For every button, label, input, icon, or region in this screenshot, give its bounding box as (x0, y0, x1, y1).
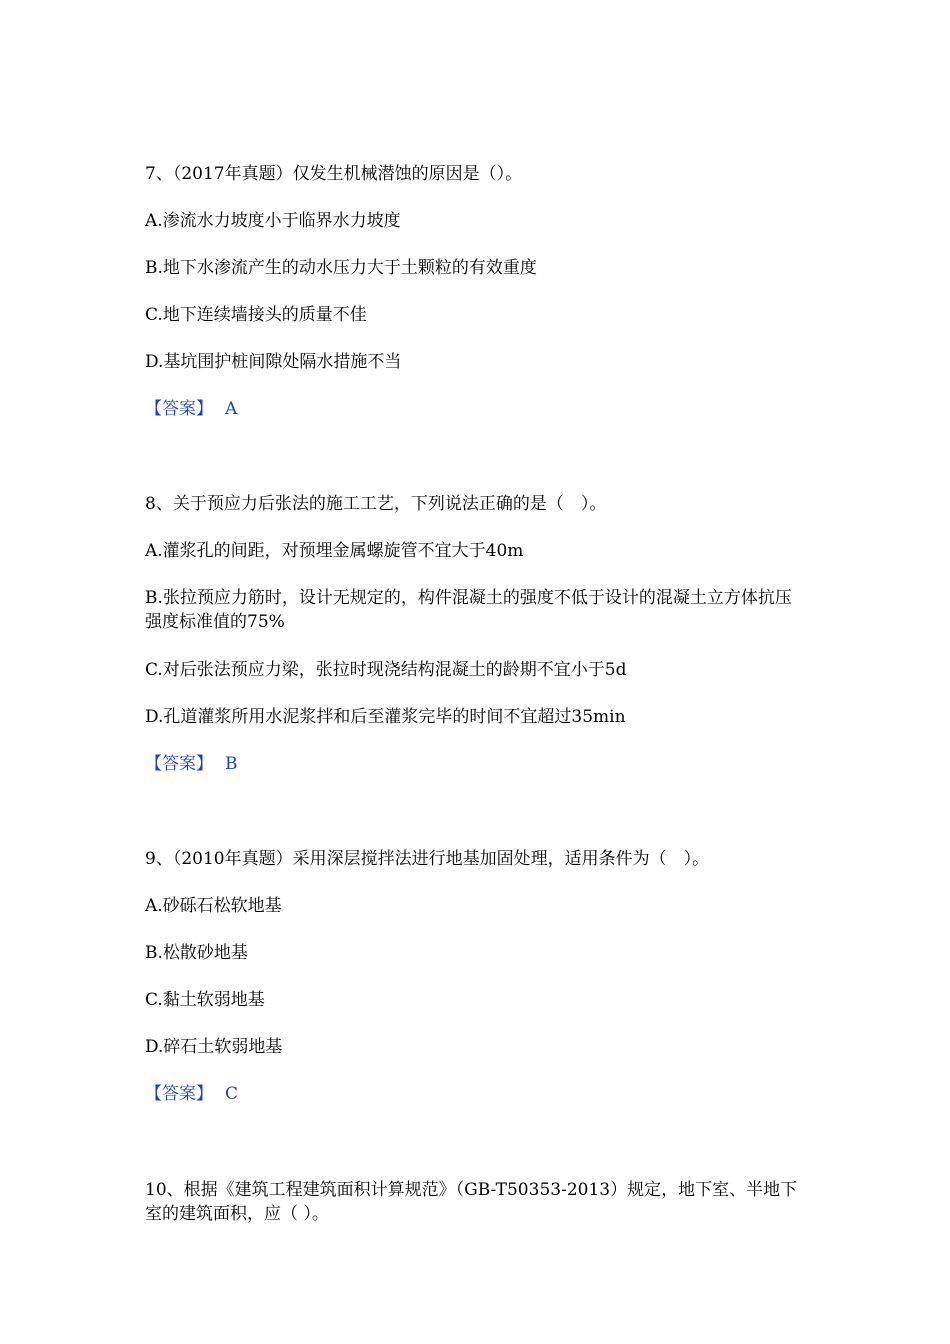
question-8-option-a: A.灌浆孔的间距，对预埋金属螺旋管不宜大于40m (145, 541, 524, 561)
question-7-option-b: B.地下水渗流产生的动水压力大于土颗粒的有效重度 (145, 258, 537, 278)
question-7-stem: 7、（2017年真题）仅发生机械潜蚀的原因是（）。 (145, 164, 523, 184)
question-9-option-a: A.砂砾石松软地基 (145, 896, 282, 916)
question-7-answer (145, 397, 237, 421)
question-7-option-c: C.地下连续墙接头的质量不佳 (145, 305, 367, 325)
question-9-answer (145, 1082, 238, 1106)
question-8-option-d: D.孔道灌浆所用水泥浆拌和后至灌浆完毕的时间不宜超过35min (145, 707, 626, 727)
question-9-stem: 9、（2010年真题）采用深层搅拌法进行地基加固处理，适用条件为（ ）。 (145, 849, 710, 869)
answer-label: 【答案】 (145, 399, 213, 419)
answer-label: 【答案】 (145, 754, 213, 774)
question-8-stem: 8、关于预应力后张法的施工工艺，下列说法正确的是（ ）。 (145, 494, 607, 514)
answer-value: C (225, 1084, 239, 1104)
answer-value: A (225, 399, 238, 419)
question-7-option-d: D.基坑围护桩间隙处隔水措施不当 (145, 352, 402, 372)
question-8-option-c: C.对后张法预应力梁，张拉时现浇结构混凝土的龄期不宜小于5d (145, 660, 627, 680)
question-9-option-b: B.松散砂地基 (145, 943, 248, 963)
question-9-option-c: C.黏土软弱地基 (145, 990, 265, 1010)
question-9-option-d: D.碎石土软弱地基 (145, 1037, 283, 1057)
question-8-option-b: B.张拉预应力筋时，设计无规定的，构件混凝土的强度不低于设计的混凝土立方体抗压强度标准值的75% (145, 588, 792, 632)
answer-label: 【答案】 (145, 1084, 213, 1104)
question-8-answer (145, 752, 238, 776)
question-10-stem: 10、根据《建筑工程建筑面积计算规范》（GB-T50353-2013）规定，地下室、半地下室的建筑面积，应（ ）。 (145, 1180, 798, 1224)
question-7-option-a: A.渗流水力坡度小于临界水力坡度 (145, 211, 401, 231)
answer-value: B (225, 754, 238, 774)
